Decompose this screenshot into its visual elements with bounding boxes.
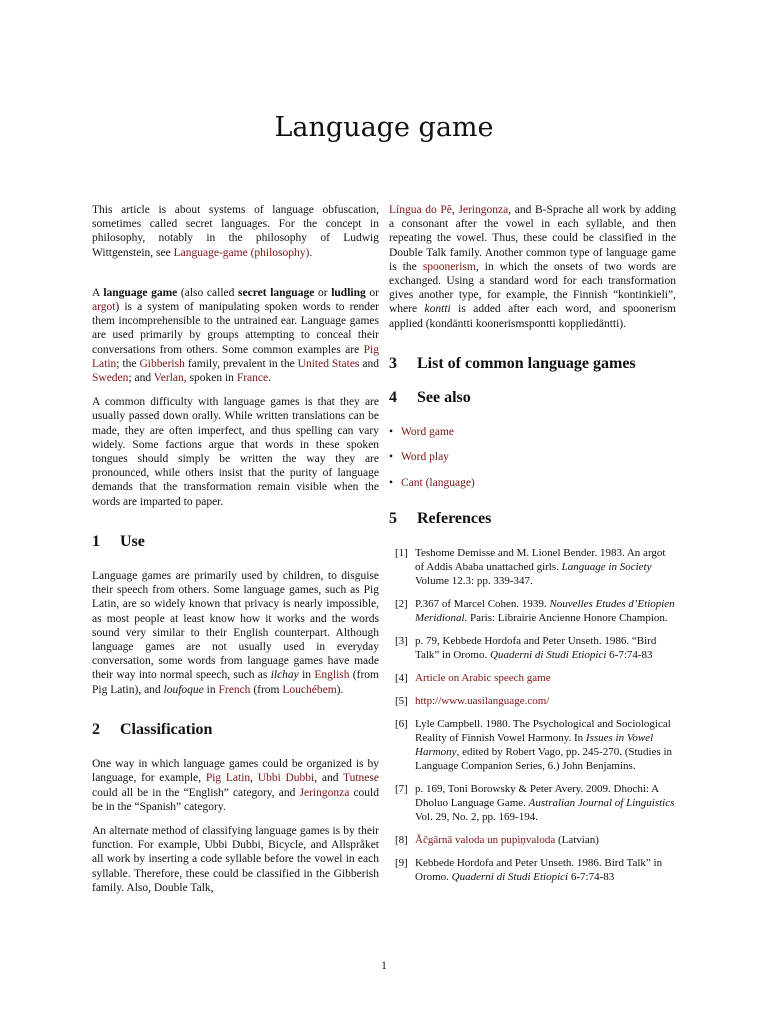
section-heading-references: 5 References	[389, 509, 492, 527]
page-number: 1	[381, 960, 387, 972]
link-jeringonza[interactable]: Jeringonza	[299, 786, 350, 799]
link-pig-latin-2[interactable]: Pig Latin	[205, 772, 251, 785]
section-heading-list: 3 List of common language games	[389, 354, 636, 372]
left-column	[92, 203, 379, 905]
reference-item: [3] p. 79, Kebbede Hordofa and Peter Unseth. 1986. “Bird Talk” in Oromo. Quaderni di Studi Etiopici 6-7:74-83	[395, 635, 657, 662]
classification-paragraph-2-continued: Língua do Pê, Jeringonza, and B-Sprache all work by adding a consonant after the vowel in each syllable, and then repeating the vowel. Thus, these could be classified in the Double Talk family. Another common type of language game is the spoonerism, in which the onsets of two words are exchanged. Using a standard word for each transformation gives another type, for example, the Finnish “kontinkieli”, where kontti is added after each word, and spoonerism applied (kondäntti koonerismspontti koppliedäntti).	[389, 204, 676, 330]
link-jeringonza-2[interactable]: Jeringonza	[458, 204, 509, 216]
link-united-states[interactable]: United States	[297, 357, 360, 370]
reference-item: [5] http://www.uasilanguage.com/	[395, 695, 550, 708]
link-english[interactable]: English	[314, 669, 350, 682]
link-sweden[interactable]: Sweden	[92, 372, 129, 385]
link-gibberish[interactable]: Gibberish	[139, 357, 185, 370]
reference-item: [1] Teshome Demisse and M. Lionel Bender. 1983. An argot of Addis Ababa unattached girls. Language in Society Volume 12.3: pp. 339-347.	[395, 547, 666, 588]
link-louchebem[interactable]: Louchébem	[282, 683, 337, 696]
link-argot[interactable]: argot	[92, 301, 116, 314]
link-french[interactable]: French	[218, 683, 251, 696]
list-item	[401, 476, 676, 490]
page-title: Language game	[274, 112, 494, 143]
link-tutnese[interactable]: Tutnese	[342, 772, 379, 785]
link-uasilanguage[interactable]: http://www.uasilanguage.com/	[415, 695, 550, 708]
classification-paragraph-2: An alternate method of classifying language games is by their function. For example, Ubbi Dubbi, Bicycle, and Allspråket all work by inserting a code syllable before the vowel in each syllable. Therefore, these could be classified in the Gibberish family. Also, Double Talk,	[92, 824, 379, 894]
list-item	[401, 450, 676, 464]
section-heading-see-also: 4 See also	[389, 389, 471, 407]
reference-item: [7] p. 169, Toni Borowsky & Peter Avery. 2009. Dhochi: A Dholuo Language Game. Australian Journal of Linguistics Vol. 29, No. 2, pp. 169-194.	[395, 783, 675, 824]
reference-item: [4] Article on Arabic speech game	[395, 672, 551, 685]
link-verlan[interactable]: Verlan	[153, 372, 184, 385]
see-also-list	[389, 425, 676, 490]
section-heading-classification: 2 Classification	[92, 720, 213, 738]
references-list	[389, 546, 676, 884]
link-spoonerism[interactable]: spoonerism	[422, 260, 476, 273]
link-word-game[interactable]: Word game	[401, 426, 455, 439]
list-item	[401, 425, 676, 439]
link-arabic-speech-game[interactable]: Article on Arabic speech game	[415, 672, 551, 685]
lead-paragraph-1: A language game (also called secret language or ludling or argot) is a system of manipulating spoken words to render them incomprehensible to the untrained ear. Language games are used primarily by groups attempting to conceal their conversations from others. Some common examples are Pig Latin; the Gibberish family, prevalent in the United States and Sweden; and Verlan, spoken in France.	[92, 286, 379, 385]
classification-paragraph-1: One way in which language games could be organized is by language, for example, Pig Latin, Ubbi Dubbi, and Tutnese could all be in the “English” category, and Jeringonza could be in the “Spanish” category.	[92, 758, 379, 813]
use-paragraph: Language games are primarily used by children, to disguise their speech from others. Some language games, such as Pig Latin, are so widely known that privacy is nearly impossible, as most people at least know how it works and the words sound very similar to their English counterpart. Although language games are not usually used in everyday conversation, some words from language games have made their way into normal speech, such as ilchay in English (from Pig Latin), and loufoque in French (from Louchébem).	[92, 570, 379, 696]
hatnote: This article is about systems of language obfuscation, sometimes called secret languages. For the concept in philosophy, notably in the philosophy of Ludwig Wittgenstein, see Language-game (philosophy).	[92, 204, 379, 259]
link-cant-language[interactable]: Cant (language)	[401, 476, 475, 489]
reference-item: [9] Kebbede Hordofa and Peter Unseth. 1986. Bird Talk” in Oromo. Quaderni di Studi Etiopici 6-7:74-83	[395, 857, 663, 884]
reference-item: [8] Ăčgārnā valoda un pupiņvaloda (Latvian)	[395, 834, 599, 847]
link-france[interactable]: France	[236, 372, 269, 385]
lead-paragraph-2: A common difficulty with language games is that they are usually passed down orally. While written translations can be made, they are often imperfect, and thus spelling can vary widely. Some factions argue that words in these spoken tongues should simply be written the way they are pronounced, while others insist that the purity of language demands that the transformation remain visible when the words are imparted to paper.	[92, 396, 379, 508]
link-latvian-language-game[interactable]: Ăčgārnā valoda un pupiņvaloda	[415, 834, 556, 847]
link-pig-latin[interactable]: Pig Latin	[92, 343, 379, 370]
link-ubbi-dubbi[interactable]: Ubbi Dubbi	[257, 772, 315, 785]
link-language-game-philosophy[interactable]: Language-game (philosophy)	[173, 246, 310, 259]
reference-item: [6] Lyle Campbell. 1980. The Psychological and Sociological Reality of Finnish Vowel Harmony. In Issues in Vowel Harmony, edited by Robert Vago, pp. 245-270. (Studies in Language Companion Series, 6.) John Benjamins.	[395, 718, 673, 773]
right-column	[389, 203, 676, 893]
link-word-play[interactable]: Word play	[401, 451, 449, 464]
section-heading-use: 1 Use	[92, 532, 145, 550]
link-lingua-do-pe[interactable]: Língua do Pê	[389, 204, 452, 216]
reference-item: [2] P.367 of Marcel Cohen. 1939. Nouvelles Etudes d’Etiopien Meridional. Paris: Librairie Ancienne Honore Champion.	[395, 598, 675, 625]
